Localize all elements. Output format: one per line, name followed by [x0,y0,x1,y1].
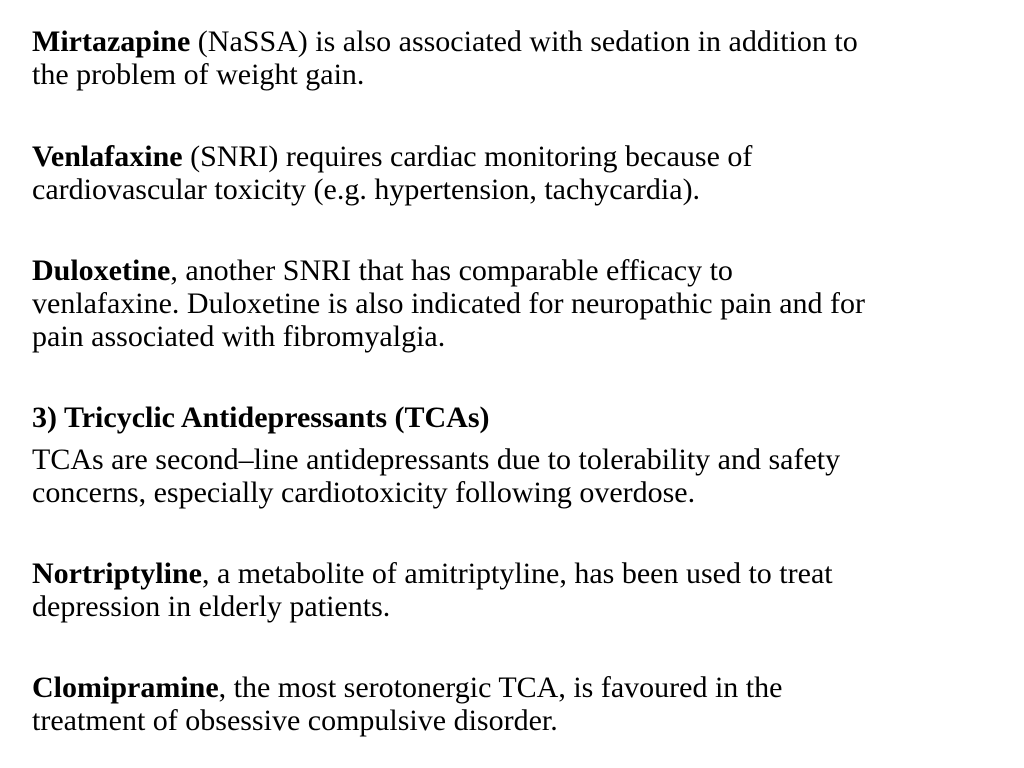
paragraph-venlafaxine [32,140,752,206]
paragraph-duloxetine [32,254,865,353]
drug-name-venlafaxine: Venlafaxine [32,140,183,173]
paragraph-text-line: pain associated with fibromyalgia. [32,320,446,353]
drug-name-clomipramine: Clomipramine [32,671,219,704]
paragraph-mirtazapine [32,25,858,91]
paragraph-text-line: the problem of weight gain. [32,58,365,91]
paragraph-clomipramine [32,671,782,737]
paragraph-text-line: , a metabolite of amitriptyline, has been used to treat [201,557,833,590]
paragraph-text-line: TCAs are second–line antidepressants due to tolerability and safety [32,443,841,476]
section-heading-tcas: 3) Tricyclic Antidepressants (TCAs) [32,401,490,434]
paragraph-text-line: depression in elderly patients. [32,590,391,623]
paragraph-text-line: (SNRI) requires cardiac monitoring because of [182,140,753,173]
drug-name-nortriptyline: Nortriptyline [32,557,202,590]
paragraph-text-line: , another SNRI that has comparable efficacy to [170,254,733,287]
paragraph-text-line: concerns, especially cardiotoxicity following overdose. [32,476,696,509]
paragraph-text-line: (NaSSA) is also associated with sedation in addition to [190,25,858,58]
drug-name-mirtazapine: Mirtazapine [32,25,191,58]
drug-name-duloxetine: Duloxetine [32,254,171,287]
paragraph-text-line: cardiovascular toxicity (e.g. hypertension, tachycardia). [32,173,701,206]
paragraph-text-line: , the most serotonergic TCA, is favoured in the [218,671,783,704]
slide-content [32,0,1012,768]
paragraph-text-line: treatment of obsessive compulsive disorder. [32,704,558,737]
paragraph-nortriptyline [32,557,833,623]
paragraph-text-line: venlafaxine. Duloxetine is also indicated for neuropathic pain and for [32,287,866,320]
paragraph-tca-intro [32,443,840,509]
